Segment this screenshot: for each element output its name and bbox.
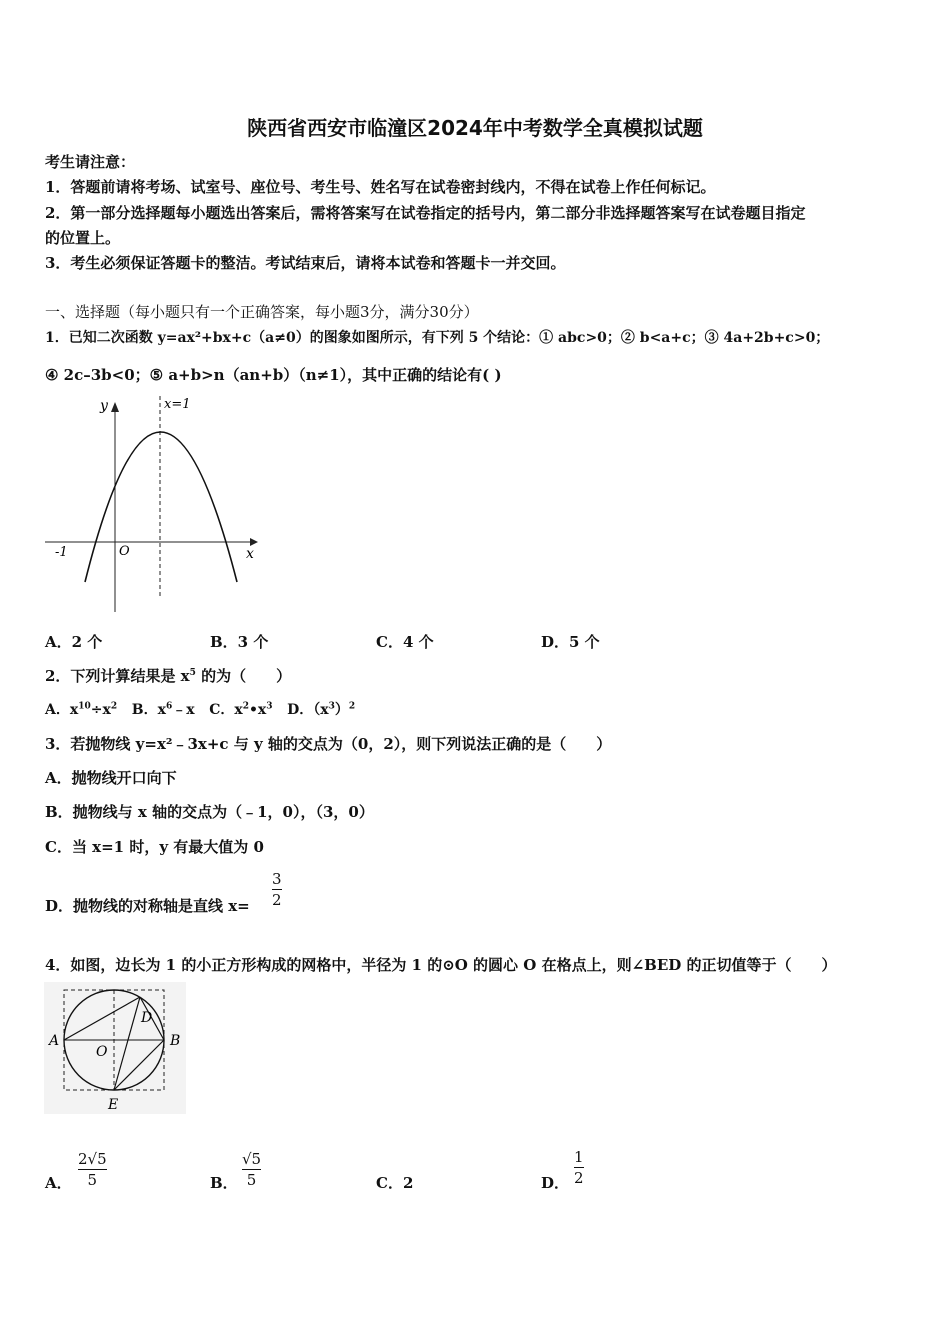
graph-origin-label: O bbox=[119, 544, 130, 559]
q4-option-b[interactable]: B． bbox=[210, 1174, 238, 1192]
q4-circle-figure bbox=[44, 982, 189, 1117]
notice-item-2: 2．第一部分选择题每小题选出答案后，需将答案写在试卷指定的括号内，第二部分非选择题答案写在试卷题目指定 bbox=[45, 204, 806, 222]
q3-stem: 3．若抛物线 y=x²﹣3x+c 与 y 轴的交点为（0，2），则下列说法正确的是（ ） bbox=[45, 735, 612, 753]
q2-options bbox=[45, 700, 355, 720]
point-b-label: B bbox=[170, 1033, 181, 1049]
q3-option-b[interactable]: B．抛物线与 x 轴的交点为（﹣1，0），（3，0） bbox=[45, 803, 374, 821]
q2-option-c[interactable]: C．$x^2•x^3$ bbox=[209, 701, 273, 718]
section-heading: 一、选择题（每小题只有一个正确答案，每小题3分，满分30分） bbox=[45, 303, 479, 321]
graph-y-label: y bbox=[100, 398, 108, 414]
y-axis-arrow-icon bbox=[111, 402, 119, 412]
q2-stem: 2．下列计算结果是 $x^5$ 的为（ ） bbox=[45, 667, 292, 685]
notice-item-1: 1．答题前请将考场、试室号、座位号、考生号、姓名写在试卷密封线内，不得在试卷上作任何标记。 bbox=[45, 178, 716, 196]
page-title: 陕西省西安市临潼区2024年中考数学全真模拟试题 bbox=[247, 116, 703, 140]
q4-option-a[interactable]: A． bbox=[45, 1174, 72, 1192]
notice-item-2-cont: 的位置上。 bbox=[45, 229, 121, 247]
q1-stem-line2: ④ 2c–3b<0；⑤ a+b>n（an+b）（n≠1），其中正确的结论有( ) bbox=[45, 366, 502, 384]
q1-option-d[interactable]: D．5 个 bbox=[541, 633, 600, 651]
graph-neg-one-label: -1 bbox=[55, 545, 68, 560]
q3-option-c[interactable]: C．当 x=1 时，y 有最大值为 0 bbox=[45, 838, 264, 856]
notice-heading: 考生请注意： bbox=[45, 153, 136, 171]
parabola-curve bbox=[85, 432, 237, 582]
q1-option-a[interactable]: A．2 个 bbox=[45, 633, 103, 651]
q3-option-a[interactable]: A．抛物线开口向下 bbox=[45, 769, 177, 787]
point-a-label: A bbox=[49, 1033, 60, 1049]
x-axis-arrow-icon bbox=[250, 538, 258, 546]
q4-option-c[interactable]: C．2 bbox=[376, 1174, 414, 1192]
q1-stem-line1: 1．已知二次函数 y=ax²+bx+c（a≠0）的图象如图所示，有下列 5 个结论：① abc>0；② b<a+c；③ 4a+2b+c>0； bbox=[45, 330, 830, 346]
q3-option-d-fraction: 3 2 bbox=[272, 870, 282, 909]
point-o-label: O bbox=[96, 1044, 108, 1060]
q4-option-b-fraction: √5 5 bbox=[242, 1150, 262, 1189]
q4-option-d-fraction: 1 2 bbox=[574, 1148, 584, 1187]
point-d-label: D bbox=[141, 1010, 153, 1026]
q2-option-d[interactable]: D．$(x^3)^2$ bbox=[287, 701, 356, 718]
q4-option-a-fraction: 2√5 5 bbox=[78, 1150, 107, 1189]
q4-stem: 4．如图，边长为 1 的小正方形构成的网格中，半径为 1 的⊙O 的圆心 O 在格点上，则∠BED 的正切值等于（ ） bbox=[45, 956, 837, 974]
point-e-label: E bbox=[108, 1097, 119, 1113]
graph-symmetry-label: x=1 bbox=[164, 397, 191, 412]
q4-option-d[interactable]: D． bbox=[541, 1174, 570, 1192]
q1-parabola-graph bbox=[40, 392, 270, 617]
notice-item-3: 3．考生必须保证答题卡的整洁。考试结束后，请将本试卷和答题卡一并交回。 bbox=[45, 254, 566, 272]
q2-option-b[interactable]: B．$x^6﹣x$ bbox=[131, 701, 195, 718]
graph-x-label: x bbox=[246, 546, 254, 562]
q1-option-c[interactable]: C．4 个 bbox=[376, 633, 434, 651]
q1-option-b[interactable]: B．3 个 bbox=[210, 633, 269, 651]
q2-option-a[interactable]: A．$x^{10}\div x^2$ bbox=[45, 701, 118, 718]
q3-option-d[interactable]: D．抛物线的对称轴是直线 x= bbox=[45, 897, 250, 915]
